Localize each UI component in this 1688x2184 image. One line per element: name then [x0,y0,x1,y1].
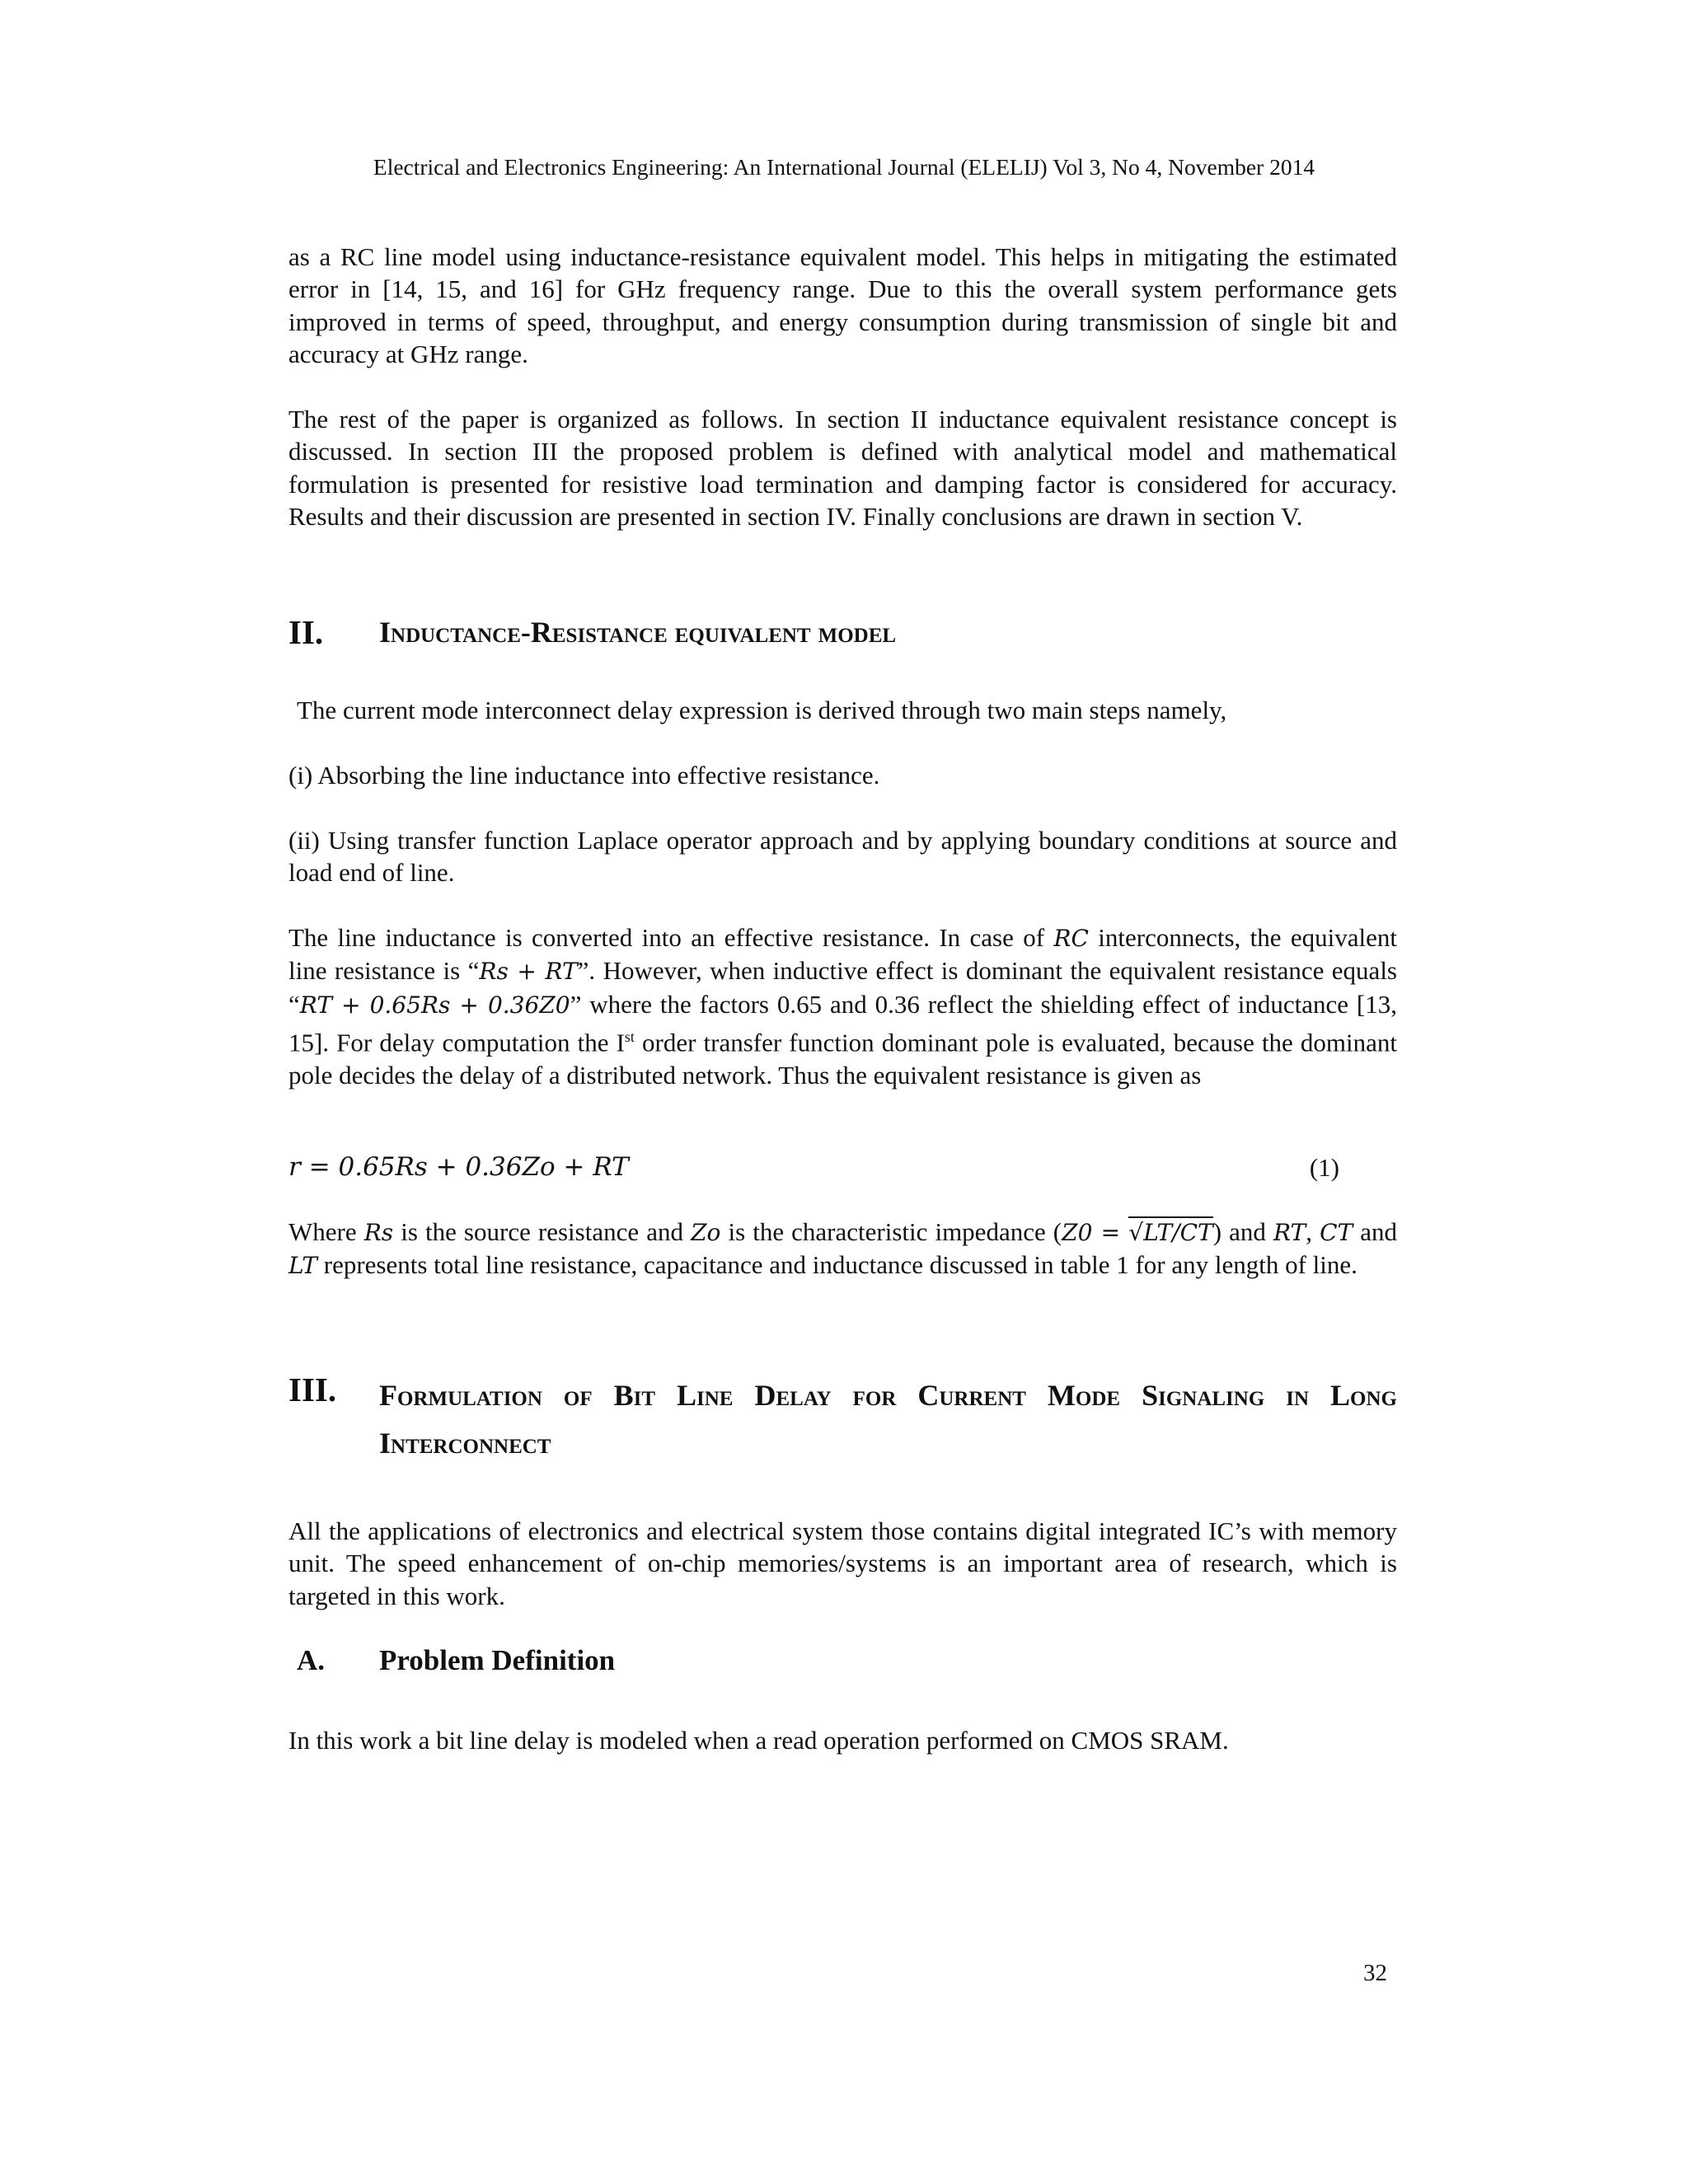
section-number: II. [288,613,324,651]
equivalent-resistance-paragraph [288,921,1397,1091]
problem-definition-paragraph: In this work a bit line delay is modeled when a read operation performed on CMOS SRAM. [288,1726,1229,1755]
paragraph-text: ) and [1212,1217,1273,1246]
step-item: (i) Absorbing the line inductance into effective resistance. [288,761,880,790]
inline-math: Rs + RT [479,958,578,986]
paragraph-text: interconnects, the equivalent line resistance is “ [288,923,1397,986]
inline-math: CT [1320,1219,1353,1246]
running-head: Electrical and Electronics Engineering: An International Journal (ELELIJ) Vol 3, No 4, November 2014 [373,154,1315,180]
organization-paragraph: The rest of the paper is organized as follows. In section II inductance equivalent resistance concept is discussed. In section III the proposed problem is defined with analytical model and mathematical formulation is presented for resistive load termination and damping factor is considered for accuracy. Results and their discussion are presented in section IV. Finally conclusions are drawn in section V. [288,405,1397,532]
equation: r = 0.65Rs + 0.36Zo + RT [288,1152,629,1182]
intro-paragraph: as a RC line model using inductance-resistance equivalent model. This helps in mitigating the estimated error in [14, 15, and 16] for GHz frequency range. Due to this the overall system performance gets improved in terms of speed, throughput, and energy consumption during transmission of single bit and accuracy at GHz range. [288,242,1397,369]
inline-math: LT [288,1252,317,1280]
page-number: 32 [1363,1960,1387,1986]
equation-number: (1) [1309,1153,1339,1182]
inline-math: Z0 = [1062,1219,1129,1246]
paragraph-text: is the characteristic impedance ( [720,1217,1062,1246]
delay-steps-intro: The current mode interconnect delay expression is derived through two main steps namely, [297,696,1227,724]
sqrt-argument: LT/CT [1143,1219,1213,1246]
inline-math: Rs [363,1219,394,1246]
subsection-title: Problem Definition [379,1644,616,1676]
paragraph-text: Where [288,1217,364,1246]
step-item: (ii) Using transfer function Laplace operator approach and by applying boundary conditions at source and load end of line. [288,826,1397,888]
subsection-number: A. [297,1644,326,1676]
applications-paragraph: All the applications of electronics and electrical system those contains digital integrated IC’s with memory unit. The speed enhancement of on-chip memories/systems is an important area of research, which is targeted in this work. [288,1516,1397,1610]
inline-math: RT + 0.65Rs + 0.36Z0 [299,991,570,1019]
paragraph-text: The line inductance is converted into an effective resistance. In case of [288,923,1054,952]
inline-math: RC [1053,925,1089,952]
square-root: √LT/CT [1128,1216,1212,1246]
section-title: Formulation of Bit Line Delay for Current Mode Signaling in Long Interconnect [379,1379,1397,1460]
paragraph-text: and [1353,1217,1398,1246]
paragraph-text: represents total line resistance, capacitance and inductance discussed in table 1 for any length of line. [317,1250,1357,1280]
inline-math: Zo [691,1219,721,1246]
superscript: st [624,1029,635,1046]
paragraph-text: ”. However, when inductive effect is dominant the equivalent resistance equals “ [288,956,1397,1019]
section-number: III. [288,1371,337,1408]
paragraph-text: ” where the factors 0.65 and 0.36 reflect the shielding effect of inductance [13, 15]. For delay computation the I [288,989,1398,1057]
paragraph-text: is the source resistance and [393,1217,692,1246]
characteristic-impedance-paragraph [288,1216,1397,1282]
paragraph-text: , [1306,1217,1320,1246]
section-title: Inductance-Resistance equivalent model [379,616,897,649]
inline-math: RT [1273,1219,1306,1246]
paragraph-text: order transfer function dominant pole is evaluated, because the dominant pole decides the delay of a distributed network. Thus the equivalent resistance is given as [288,1028,1398,1090]
